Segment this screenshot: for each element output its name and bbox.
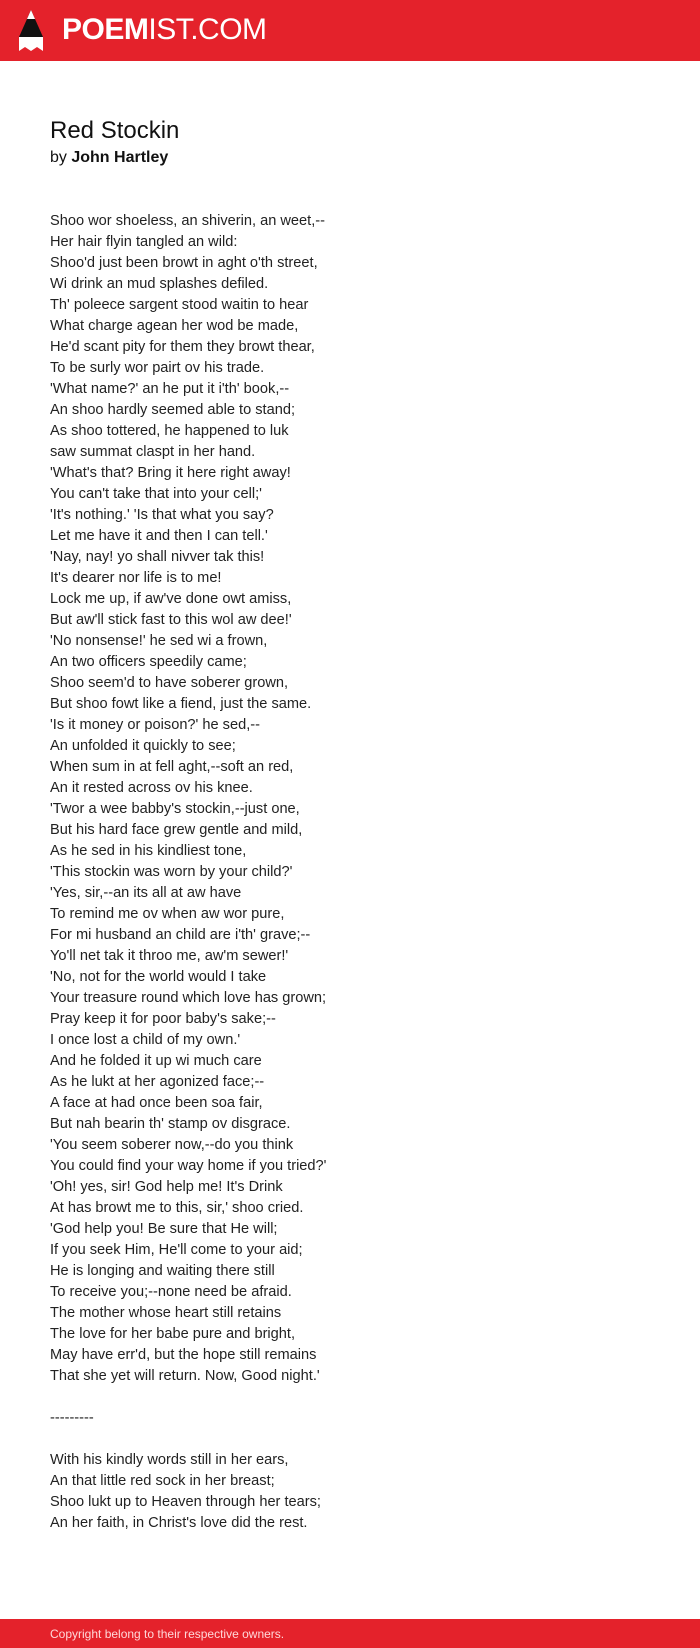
by-label: by — [50, 149, 67, 166]
copyright-text: Copyright belong to their respective owners. — [50, 1627, 285, 1641]
poem-line: 'No, not for the world would I take — [50, 969, 267, 985]
poem-line: Th' poleece sargent stood waitin to hear — [50, 297, 309, 313]
poem-line: 'Twor a wee babby's stockin,--just one, — [50, 801, 300, 817]
author-link[interactable]: John Hartley — [71, 149, 169, 166]
poem-line: An two officers speedily came; — [50, 654, 247, 670]
poem-line: May have err'd, but the hope still remains — [50, 1347, 317, 1363]
poem-line: But nah bearin th' stamp ov disgrace. — [50, 1116, 291, 1132]
poem-line: Lock me up, if aw've done owt amiss, — [50, 591, 292, 607]
poem-line: Let me have it and then I can tell.' — [50, 528, 268, 544]
poem-body — [50, 211, 650, 1534]
poem-title: Red Stockin — [50, 117, 180, 144]
poem-line: --------- — [50, 1410, 94, 1426]
poem-line: You could find your way home if you tried?' — [50, 1158, 327, 1174]
poem-line: Shoo wor shoeless, an shiverin, an weet,-- — [50, 213, 325, 229]
pencil-tip-icon[interactable] — [16, 9, 46, 52]
poem-line: The mother whose heart still retains — [50, 1305, 282, 1321]
poem-line: You can't take that into your cell;' — [50, 486, 262, 502]
poem-line: As he sed in his kindliest tone, — [50, 843, 247, 859]
poem-line: Shoo lukt up to Heaven through her tears; — [50, 1494, 321, 1510]
poem-line: Pray keep it for poor baby's sake;-- — [50, 1011, 276, 1027]
poem-line: 'No nonsense!' he sed wi a frown, — [50, 633, 268, 649]
poem-line: It's dearer nor life is to me! — [50, 570, 222, 586]
poem-line: What charge agean her wod be made, — [50, 318, 299, 334]
poem-line: Wi drink an mud splashes defiled. — [50, 276, 269, 292]
poem-line: A face at had once been soa fair, — [50, 1095, 263, 1111]
poem-line: And he folded it up wi much care — [50, 1053, 262, 1069]
poem-line: 'What name?' an he put it i'th' book,-- — [50, 381, 290, 397]
poem-line: As shoo tottered, he happened to luk — [50, 423, 289, 439]
site-footer — [0, 1619, 700, 1648]
site-header — [0, 0, 700, 61]
poem-line: 'You seem soberer now,--do you think — [50, 1137, 294, 1153]
poem-line: As he lukt at her agonized face;-- — [50, 1074, 265, 1090]
poem-line: If you seek Him, He'll come to your aid; — [50, 1242, 303, 1258]
poem-line: An shoo hardly seemed able to stand; — [50, 402, 296, 418]
byline — [50, 147, 650, 169]
poem-line: But shoo fowt like a fiend, just the same. — [50, 696, 312, 712]
poem-line: 'Oh! yes, sir! God help me! It's Drink — [50, 1179, 283, 1195]
poem-line: 'This stockin was worn by your child?' — [50, 864, 293, 880]
poem-line: 'It's nothing.' 'Is that what you say? — [50, 507, 274, 523]
poem-line: Her hair flyin tangled an wild: — [50, 234, 238, 250]
poem-line: 'Is it money or poison?' he sed,-- — [50, 717, 260, 733]
poem-line: That she yet will return. Now, Good night.' — [50, 1368, 320, 1384]
poem-line: To remind me ov when aw wor pure, — [50, 906, 285, 922]
poem-line: 'Yes, sir,--an its all at aw have — [50, 885, 242, 901]
poem-line: When sum in at fell aght,--soft an red, — [50, 759, 294, 775]
poem-line: At has browt me to this, sir,' shoo cried. — [50, 1200, 304, 1216]
poem-line: To receive you;--none need be afraid. — [50, 1284, 292, 1300]
poem-line: saw summat claspt in her hand. — [50, 444, 256, 460]
poem-line: Shoo seem'd to have soberer grown, — [50, 675, 289, 691]
site-logo-link[interactable] — [62, 12, 267, 48]
logo-light-text: IST.COM — [148, 13, 267, 46]
poem-line: 'What's that? Bring it here right away! — [50, 465, 291, 481]
poem-line: With his kindly words still in her ears, — [50, 1452, 289, 1468]
poem-line: An it rested across ov his knee. — [50, 780, 253, 796]
poem-line: He'd scant pity for them they browt thear, — [50, 339, 315, 355]
poem-line: But his hard face grew gentle and mild, — [50, 822, 303, 838]
poem-line: The love for her babe pure and bright, — [50, 1326, 296, 1342]
poem-line: He is longing and waiting there still — [50, 1263, 275, 1279]
poem-line: To be surly wor pairt ov his trade. — [50, 360, 265, 376]
poem-line: But aw'll stick fast to this wol aw dee!' — [50, 612, 292, 628]
poem-line: I once lost a child of my own.' — [50, 1032, 241, 1048]
poem-line: An unfolded it quickly to see; — [50, 738, 236, 754]
poem-line: An that little red sock in her breast; — [50, 1473, 275, 1489]
poem-line: An her faith, in Christ's love did the rest. — [50, 1515, 308, 1531]
logo-bold-text: POEM — [62, 13, 149, 46]
poem-line: 'Nay, nay! yo shall nivver tak this! — [50, 549, 265, 565]
stanza-gap — [50, 1429, 650, 1450]
poem-line: Shoo'd just been browt in aght o'th street, — [50, 255, 318, 271]
poem-line: Yo'll net tak it throo me, aw'm sewer!' — [50, 948, 289, 964]
poem-line: 'God help you! Be sure that He will; — [50, 1221, 278, 1237]
poem-line: For mi husband an child are i'th' grave;-- — [50, 927, 311, 943]
poem-content — [50, 115, 650, 1534]
poem-line: Your treasure round which love has grown; — [50, 990, 327, 1006]
stanza-gap — [50, 1387, 650, 1408]
